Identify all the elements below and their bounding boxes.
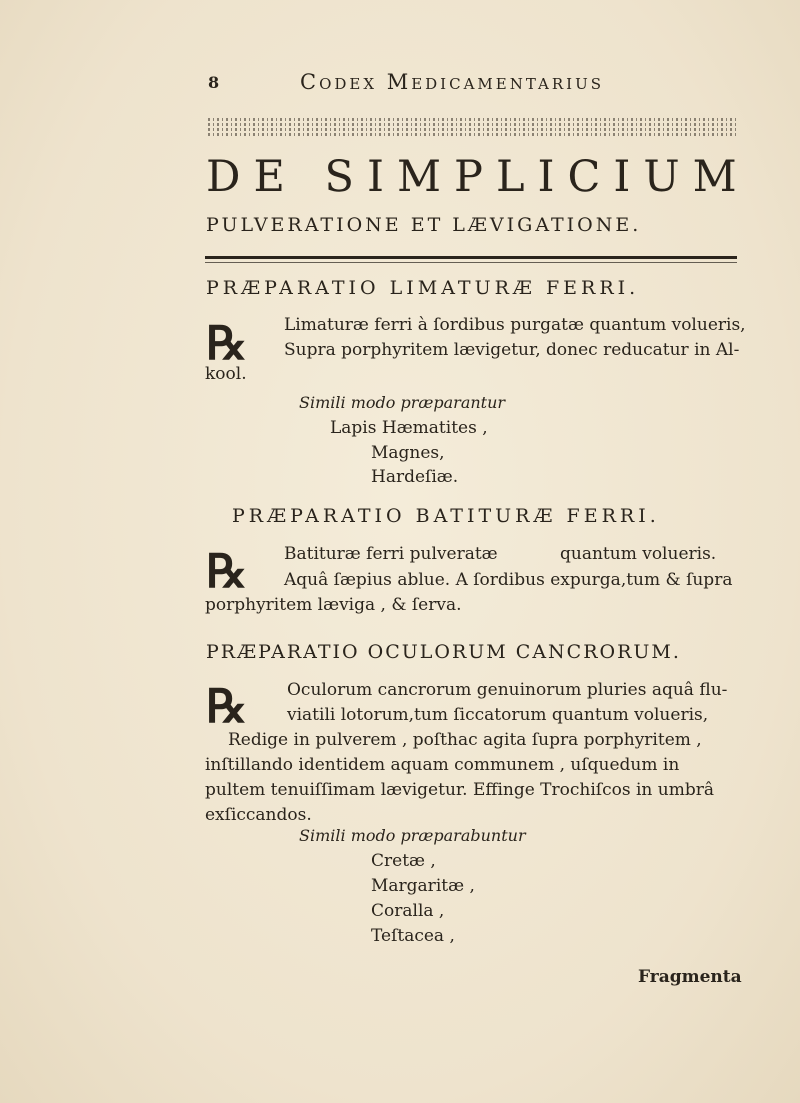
text-line: porphyritem læviga , & ſerva. (205, 595, 462, 615)
text-line: Oculorum cancrorum genuinorum pluries aquâ flu- (287, 680, 728, 700)
section-heading-batiturae: PRÆPARATIO BATITURÆ FERRI. (232, 505, 660, 527)
running-title: Codex Medicamentarius (300, 70, 604, 94)
title-rule (205, 256, 737, 259)
text-line: Limaturæ ferri à ſordibus purgatæ quantum volueris, (284, 315, 746, 335)
text-line: Aquâ ſæpius ablue. A ſordibus expurga,tum & ſupra (284, 570, 733, 590)
text-line: viatili lotorum,tum ſiccatorum quantum volueris, (287, 705, 709, 725)
text-line: exſiccandos. (205, 805, 312, 825)
list-item: Margaritæ , (371, 876, 475, 896)
text-line: quantum volueris. (560, 544, 717, 564)
list-item: Magnes, (371, 443, 445, 463)
text-line: pultem tenuiſſimam lævigetur. Effinge Trochiſcos in umbrâ (205, 780, 714, 800)
catchword: Fragmenta (638, 967, 742, 987)
page-number: 8 (208, 73, 220, 92)
recipe-symbol: ℞ (206, 316, 248, 370)
text-line: Batituræ ferri pulveratæ (284, 544, 498, 564)
main-title: DE SIMPLICIUM (206, 152, 750, 202)
list-item: Teſtacea , (371, 926, 455, 946)
ornamental-band (208, 116, 736, 136)
similiter-note: Simili modo præparabuntur (299, 826, 526, 845)
recipe-symbol: ℞ (206, 679, 248, 733)
list-item: Coralla , (371, 901, 445, 921)
section-heading-limaturae: PRÆPARATIO LIMATURÆ FERRI. (206, 277, 640, 299)
list-item: Lapis Hæmatites , (330, 418, 488, 438)
section-heading-oculorum: PRÆPARATIO OCULORUM CANCRORUM. (206, 641, 681, 663)
text-line: inſtillando identidem aquam communem , uſquedum in (205, 755, 680, 775)
list-item: Cretæ , (371, 851, 436, 871)
similiter-note: Simili modo præparantur (299, 393, 506, 412)
recipe-symbol: ℞ (206, 544, 248, 598)
list-item: Hardeſiæ. (371, 467, 459, 487)
text-line: kool. (205, 364, 247, 384)
title-rule-thin (205, 262, 737, 263)
sub-title: PULVERATIONE ET LÆVIGATIONE. (206, 214, 642, 236)
text-line: Supra porphyritem lævigetur, donec reducatur in Al- (284, 340, 740, 360)
text-line: Redige in pulverem , poſthac agita ſupra porphyritem , (228, 730, 702, 750)
